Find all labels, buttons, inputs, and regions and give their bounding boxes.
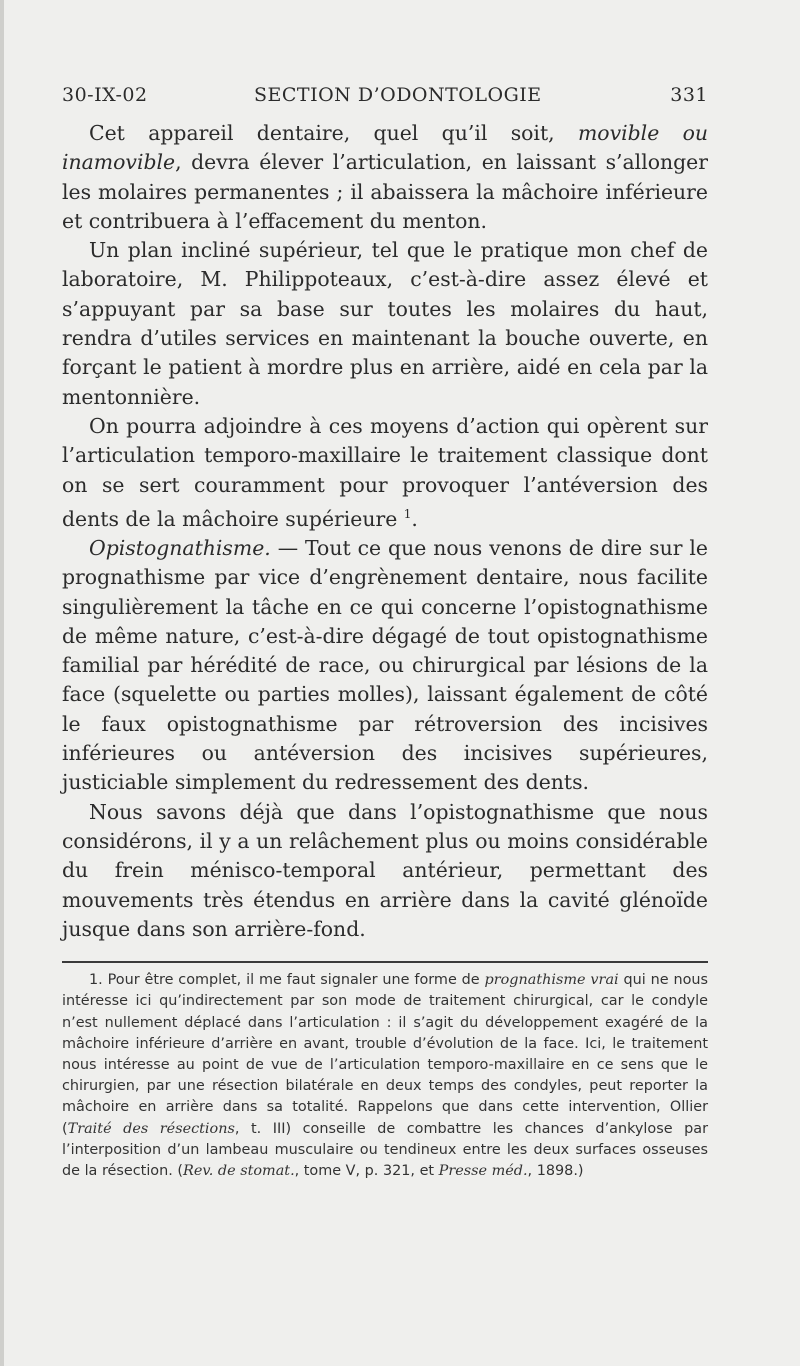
running-header	[62, 80, 708, 114]
body-text	[62, 119, 708, 944]
paragraph-2: Un plan incliné supérieur, tel que le pratique mon chef de laboratoire, M. Philippoteaux, c’est-à-dire assez élevé et s’appuyant par sa base sur toutes les molaires du haut, rendra d’utiles services en maintenant la bouche ouverte, en forçant le patient à mordre plus en arrière, aidé en cela par la mentonnière.	[62, 238, 708, 409]
header-date: 30-IX-02	[62, 84, 148, 106]
footnote-text-a: Pour être complet, il me faut signaler une forme de	[102, 972, 485, 989]
footnote-1	[62, 970, 708, 1182]
footnote-italic-rev-stomat: Rev. de stomat.	[183, 1162, 295, 1179]
header-page-number: 331	[670, 84, 708, 106]
book-page	[62, 80, 708, 1182]
paragraph-1-text-c: , devra élever l’articulation, en laissant s’allonger les molaires permanentes ; il abaissera la mâchoire inférieure et contribuera à l’effacement du menton.	[62, 150, 708, 233]
footnote-reference: 1	[403, 506, 412, 521]
footnote-italic-prognathisme: prognathisme vrai	[484, 972, 619, 989]
paragraph-5: Nous savons déjà que dans l’opistognathisme que nous considérons, il y a un relâchement plus ou moins considérable du frein ménisco-temporal antérieur, permettant des mouvements très étendus en arrière dans la cavité glénoïde jusque dans son arrière-fond.	[62, 799, 708, 941]
footnote-italic-presse-med: Presse méd.	[438, 1162, 528, 1179]
page-edge-shadow	[0, 0, 4, 1366]
footnote-text-i: , 1898.)	[527, 1162, 584, 1179]
paragraph-4	[62, 534, 708, 798]
section-heading-opistognathisme: Opistognathisme.	[89, 535, 271, 560]
paragraph-1	[62, 119, 708, 236]
footnote-italic-traite: Traité des résections	[67, 1120, 235, 1137]
footnote-number: 1.	[89, 972, 103, 989]
paragraph-3-text-b: .	[411, 506, 418, 531]
footnote	[62, 970, 708, 1182]
footnote-text-e: , t. III) conseille de combattre les chances d’ankylose par l’interposition d’un lambeau musculaire ou tendineux entre les deux surfaces osseuses de la résection. (	[62, 1120, 708, 1179]
header-section-title: SECTION D’ODONTOLOGIE	[254, 84, 542, 106]
footnote-text-g: , tome V, p. 321, et	[294, 1162, 439, 1179]
footnote-rule	[62, 961, 708, 963]
paragraph-3-text-a: On pourra adjoindre à ces moyens d’action qui opèrent sur l’articulation temporo-maxillaire le traitement classique dont on se sert couramment pour provoquer l’antéversion des dents de la mâchoire supérieure	[62, 413, 708, 531]
paragraph-1-italic: movible ou inamovible	[62, 121, 709, 175]
paragraph-1-text-a: Cet appareil dentaire, quel qu’il soit,	[89, 121, 578, 145]
paragraph-3	[62, 412, 708, 534]
paragraph-4-text: — Tout ce que nous venons de dire sur le prognathisme par vice d’engrènement dentaire, nous facilite singulièrement la tâche en ce qui concerne l’opistognathisme de même nature, c’est-à-dire dégagé de tout opistognathisme familial par hérédité de race, ou chirurgical par lésions de la face (squelette ou parties molles), laissant également de côté le faux opistognathisme par rétroversion des incisives inférieures ou antéversion des incisives supérieures, justiciable simplement du redressement des dents.	[62, 535, 708, 795]
footnote-text-c: qui ne nous intéresse ici qu’indirectement par son mode de traitement chirurgical, car le condyle n’est nullement déplacé dans l’articulation : il s’agit du développement exagéré de la mâchoire inférieure d’arrière en avant, trouble d’évolution de la face. Ici, le traitement nous intéresse au point de vue de l’articulation temporo-maxillaire en ce sens que le chirurgien, par une résection bilatérale en deux temps des condyles, peut reporter la mâchoire en arrière dans sa totalité. Rappelons que dans cette intervention, Ollier (	[62, 972, 709, 1137]
